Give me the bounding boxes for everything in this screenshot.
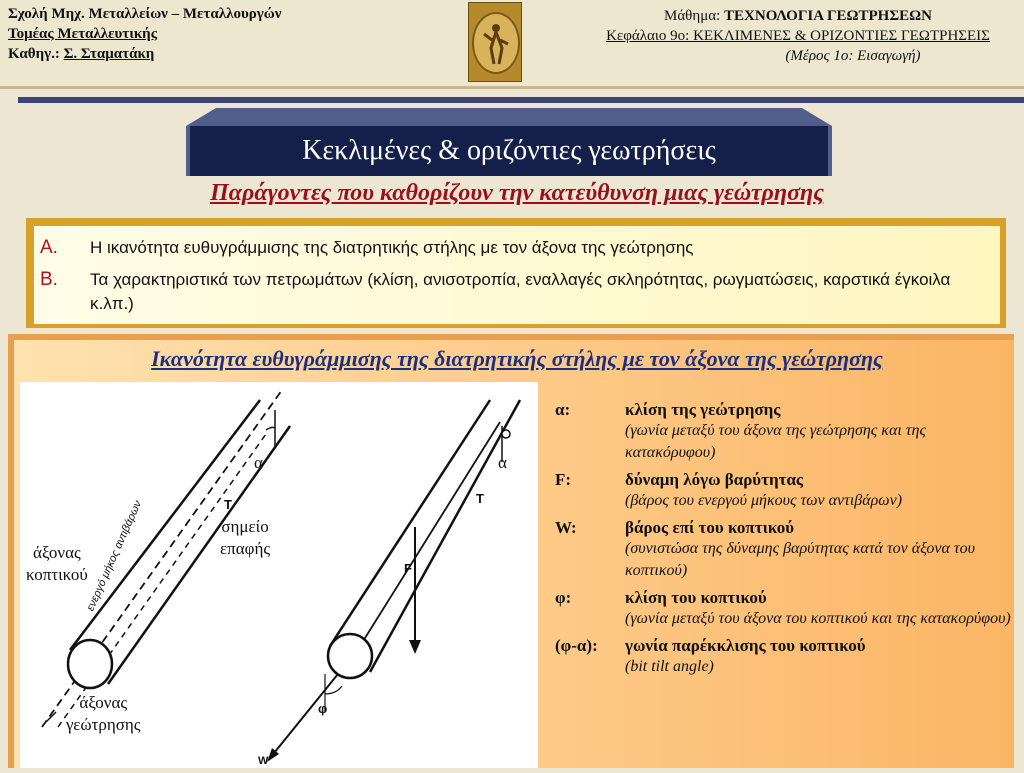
figure-label-cutter-axis: άξονας κοπτικού [26, 543, 88, 584]
definition-name: κλίση της γεώτρησης [625, 400, 781, 419]
definition-description: (bit tilt angle) [625, 658, 714, 675]
factor-marker: B. [40, 269, 58, 290]
header-rule [0, 86, 1024, 89]
slide-title: Κεκλιμένες & οριζόντιες γεωτρήσεις [190, 126, 828, 176]
definition-description: (γωνία μεταξύ του άξονα της γεώτρησης και της κατακόρυφου) [625, 422, 926, 461]
figure-label-f: F [404, 561, 412, 576]
title-banner [186, 108, 832, 176]
header-bar [18, 97, 1024, 103]
definition-item [555, 636, 1015, 678]
figure-label-w: W [258, 755, 269, 767]
figure-label-t-right: T [476, 491, 484, 506]
university-logo [468, 2, 522, 82]
factor-marker: A. [40, 237, 58, 258]
logo-seal [472, 12, 520, 74]
professor-line [8, 44, 281, 64]
figure-label-alpha-right: α [498, 453, 507, 472]
course-line [578, 6, 1018, 26]
course-block [578, 6, 1018, 66]
institution-block [8, 4, 281, 64]
factors-list [34, 226, 1000, 324]
sector-name: Τομέας Μεταλλευτικής [8, 26, 158, 42]
definitions-list [555, 400, 1015, 684]
definition-symbol: (φ-α): [555, 636, 598, 655]
slide-header [0, 0, 1024, 86]
definition-description: (συνιστώσα της δύναμης βαρύτητας κατά τον άξονα του κοπτικού) [625, 540, 975, 579]
definition-name: γωνία παρέκκλισης του κοπτικού [625, 636, 866, 655]
professor-prefix: Καθηγ.: [8, 46, 60, 62]
definition-item [555, 470, 1015, 512]
chapter-line: Κεφάλαιο 9ο: ΚΕΚΛΙΜΕΝΕΣ & ΟΡΙΖΟΝΤΙΕΣ ΓΕΩΤΡΗΣΕΙΣ [606, 28, 990, 44]
definition-item [555, 400, 1015, 464]
figure-label-phi: φ [318, 701, 328, 716]
section-heading: Ικανότητα ευθυγράμμισης της διατρητικής στήλης με τον άξονα της γεώτρησης [151, 346, 883, 371]
definition-name: βάρος επί του κοπτικού [625, 518, 795, 537]
definition-symbol: α: [555, 400, 571, 419]
course-name: ΤΕΧΝΟΛΟΓΙΑ ΓΕΩΤΡΗΣΕΩΝ [724, 8, 933, 24]
definition-symbol: φ: [555, 588, 572, 607]
figure-label-t-left: T [224, 497, 232, 512]
definition-item [555, 518, 1015, 582]
definition-symbol: F: [555, 470, 572, 489]
factor-text: Τα χαρακτηριστικά των πετρωμάτων (κλίση, ανισοτροπία, εναλλαγές σκληρότητας, ρωγματώσεις, καρστικά έγκοιλα κ.λπ.) [90, 270, 951, 313]
definition-description: (βάρος του ενεργού μήκους των αντιβάρων) [625, 492, 903, 509]
figure-label-hole-axis: άξονας γεώτρησης [66, 693, 141, 734]
school-name: Σχολή Μηχ. Μεταλλείων – Μεταλλουργών [8, 6, 282, 22]
figure-label-effective-length: ενεργό μήκος αντιβάρων [84, 498, 145, 613]
definition-name: κλίση του κοπτικού [625, 588, 767, 607]
figure-label-alpha-left: α [254, 453, 263, 472]
definition-symbol: W: [555, 518, 577, 537]
definition-name: δύναμη λόγω βαρύτητας [625, 470, 804, 489]
part-line: (Μέρος 1ο: Εισαγωγή) [785, 48, 921, 64]
drill-string-figure [20, 382, 538, 768]
course-prefix: Μάθημα: [663, 8, 721, 24]
professor-name: Σ. Σταματάκη [63, 46, 155, 62]
definition-description: (γωνία μεταξύ του άξονα του κοπτικού και της κατακορύφου) [625, 610, 1011, 627]
definition-item [555, 588, 1015, 630]
figure-label-contact-point: σημείο επαφής [220, 517, 271, 558]
factor-text: Η ικανότητα ευθυγράμμισης της διατρητικής στήλης με τον άξονα της γεώτρησης [90, 238, 694, 257]
slide-subtitle: Παράγοντες που καθορίζουν την κατεύθυνση μιας γεώτρησης [210, 180, 824, 206]
